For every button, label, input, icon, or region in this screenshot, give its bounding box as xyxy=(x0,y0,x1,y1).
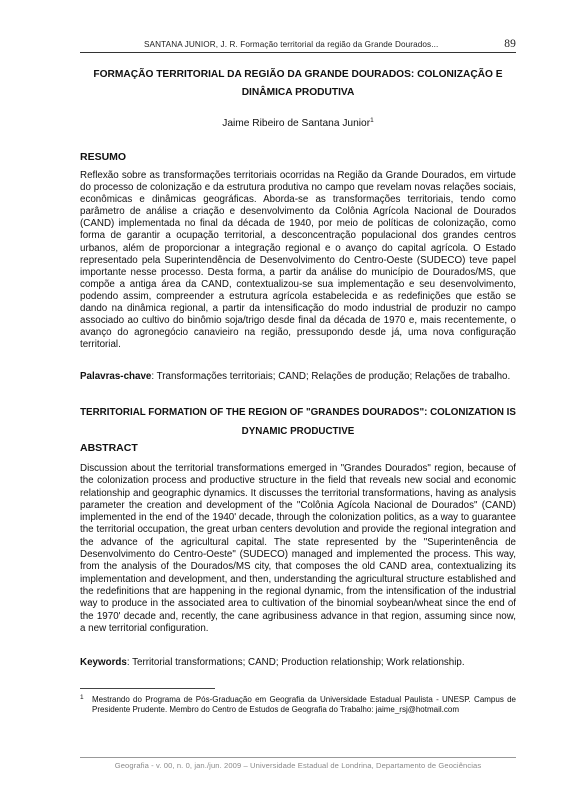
keywords-label: Keywords xyxy=(80,657,127,668)
palavras-chave-text: : Transformações territoriais; CAND; Relações de produção; Relações de trabalho. xyxy=(151,371,511,382)
page-number: 89 xyxy=(504,38,516,50)
author-name: Jaime Ribeiro de Santana Junior xyxy=(222,118,371,129)
journal-footer: Geografia - v. 00, n. 0, jan./jun. 2009 – Universidade Estadual de Londrina, Departamento de Geociências xyxy=(114,761,482,770)
author-line xyxy=(80,117,516,129)
footer-rule xyxy=(80,757,516,758)
footnote xyxy=(80,695,516,715)
footnote-rule xyxy=(80,688,215,689)
footnote-text: Mestrando do Programa de Pós-Graduação em Geografia da Universidade Estadual Paulista - UNESP. Campus de Presidente Prudente. Membro do Centro de Estudos de Geografia do Trabalho: jaime_rsj@hotmail.com xyxy=(92,695,516,714)
resumo-body: Reflexão sobre as transformações territoriais ocorridas na Região da Grande Dourados, em virtude do processo de colonização e da estrutura produtiva no campo que revelam novas relações sociais, econômicas e dinâmicas geográficas. Aborda-se as transformações territoriais, tendo como parâmetro de análise a criação e desenvolvimento da Colônia Agrícola Nacional de Dourados (CAND) implementada no final da década de 1940, por meio de políticas de colonização, como forma de garantir a ocupação territorial, a desconcentração populacional dos grandes centros urbanos, além de proporcionar a integração regional e o avanço do capital agrícola. O Estado representado pela Superintendência de Desenvolvimento do Centro-Oeste (SUDECO) teve papel importante nesse processo. Desta forma, a partir da análise do município de Dourados/MS, que compõe a antiga área da CAND, contextualizou-se sua implementação e seu desenvolvimento, podendo assim, compreender a estrutura agrícola estabelecida e as redefinições que estão se dando na dinâmica regional, a partir da intensificação do modo industrial de produzir no campo associado ao cultivo do binômio soja/trigo desde final da década de 1970 e, mais recentemente, o avanço do agronegócio canavieiro na região, pressupondo desde já, uma nova configuração territorial. xyxy=(80,170,516,351)
abstract-body: Discussion about the territorial transformations emerged in "Grandes Dourados" region, because of the colonization process and productive structure in the field that reveals new social and economic relationship and geographic dynamics. It discusses the territorial transformations, having as analysis parameter the creation and development of the "Colônia Agícola Nacional de Dourados" (CAND) implemented in the end of the 1940' decade, through the colonization politics, as a way to guarantee the territorial occupation, the great urban centers devolution and provide the regional integration and the advance of the agricultural capital. The state represented by the "Superintenência de Desenvolvimento do Centro-Oeste" (SUDECO) managed and implemented the process. This way, from the analysis of the Dourados/MS city, that composes the old CAND area, contextualizing its implementation and development, and then, understanding the agricultural structure established and the redefinitions that are happening in the regional dynamic, from the intensification of the industrial way to produce in the associated area to cultivation of the binomial soybean/wheat since the end of the 1970' decade and, recently, the cane agribusiness advance in that region, assuming since now, a new territorial configuration. xyxy=(80,463,516,634)
palavras-chave-label: Palavras-chave xyxy=(80,371,152,382)
keywords-text: : Territorial transformations; CAND; Production relationship; Work relationship. xyxy=(126,657,465,668)
abstract-heading: ABSTRACT xyxy=(80,442,138,454)
resumo-heading: RESUMO xyxy=(80,151,127,163)
keywords xyxy=(80,657,516,669)
english-title: TERRITORIAL FORMATION OF THE REGION OF "GRANDES DOURADOS": COLONIZATION IS DYNAMIC PRODUCTIVE xyxy=(80,407,516,437)
header-rule xyxy=(80,52,516,53)
running-head-text: SANTANA JUNIOR, J. R. Formação territorial da região da Grande Dourados... xyxy=(144,40,439,49)
footnote-number: 1 xyxy=(80,694,84,701)
article-title: FORMAÇÃO TERRITORIAL DA REGIÃO DA GRANDE DOURADOS: COLONIZAÇÃO E DINÂMICA PRODUTIVA xyxy=(93,69,503,98)
palavras-chave xyxy=(80,371,516,383)
author-footnote-mark: 1 xyxy=(370,117,374,124)
